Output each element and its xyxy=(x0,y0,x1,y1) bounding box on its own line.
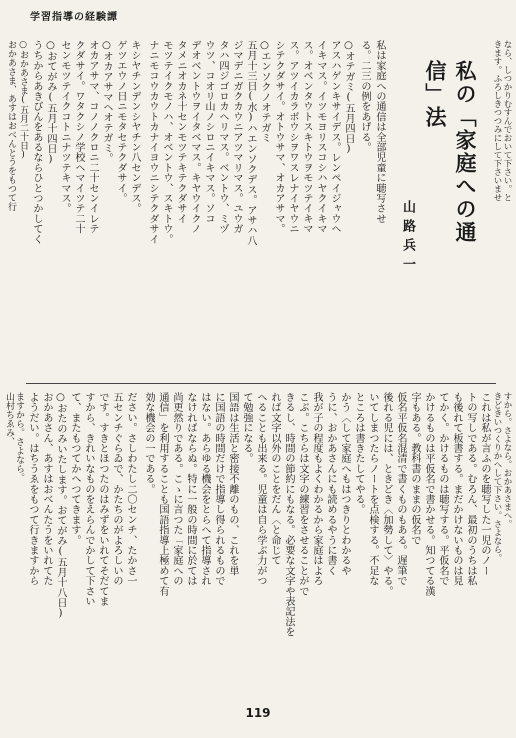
text-line: 効な機会の一である。 xyxy=(143,392,154,494)
text-line: ○おかあさま(五月二十日) xyxy=(18,40,28,160)
text-line: 後れる児には、ときどき〈加勢して〉やる。 xyxy=(381,392,392,596)
article-title-line-1: 私の「家庭への通 xyxy=(453,60,478,244)
text-line: トの写しである。むろん、最初のうちは私 xyxy=(465,392,476,586)
text-line: おかあさん、あすはおべんたうをいれてた xyxy=(41,392,52,586)
text-line: ○オカアサマヘオテガミ。 xyxy=(101,40,112,164)
text-line: クダサイ。ワタクシノ学校ヘマイツテ二十 xyxy=(73,40,84,234)
text-line: 仮名平仮名混清で書くものもある。遅筆で xyxy=(395,392,406,586)
text-line: すから。さよなら。おかあさまへ。 xyxy=(502,392,512,528)
text-line: かけるものは平仮名で書かせる。知つてる漢 xyxy=(423,392,434,596)
text-line: きどきいつくりかへして下さい。さよなら。 xyxy=(492,392,502,562)
text-line: こぶ。こちらは文字の練習をさせることがで xyxy=(297,392,308,596)
text-line: すから、きれいなものをえらんでかして下さい xyxy=(83,392,94,607)
text-line: てかく。かけるものは聴写する。平仮名で xyxy=(437,392,448,586)
text-line: 字もある。教科書のままの仮名で xyxy=(409,392,420,545)
text-line: タハ四ジゴロカヘリマス。ベントウ、ミヅ xyxy=(217,40,228,234)
text-line: はない。あらゆる機会をとらへて指導され xyxy=(199,392,210,586)
text-line: ○オテガミ(五月四日) xyxy=(343,40,354,155)
text-line: ○おたのみいたします。おてがみ(五月十八日) xyxy=(55,392,66,619)
text-line: なら、しつかりむすんでおいて下さい。と xyxy=(502,40,512,202)
text-line: うに、おかあさんにも読めるやうに書く xyxy=(325,392,336,576)
intro-line-2: る。二三の例をあげる。 xyxy=(359,40,370,153)
text-line: きます。ふろしきつつみにして下さいませ xyxy=(492,40,502,202)
text-line: て、またもつてかへつてきます。 xyxy=(69,392,80,545)
text-line: おかあさま、あすはおべんとうをもつて行 xyxy=(6,40,16,211)
text-line: オカアサマ、コノノクロニ二十センイレテ xyxy=(87,40,98,234)
text-line: なければならぬ。特に一般の時間に於ては xyxy=(185,392,196,586)
text-line: 国語は生活と密接不離のもの、これを単 xyxy=(227,392,238,576)
text-line: ナニモコウカウトカナイヨウニシテクダサイ xyxy=(147,40,158,244)
text-line: ス。オベンタウトスキトウヲモツテイキマ xyxy=(301,40,312,234)
text-line: ゲツエウノ日ニモタセテクダサイ。 xyxy=(115,40,126,204)
text-line: ウツ、コオリ山ノシロニイキマス。ソコ xyxy=(203,40,214,224)
text-line: ますから。さよなら。 xyxy=(14,392,24,482)
text-line: て勉強になる。 xyxy=(241,392,252,464)
text-line: 通信」を利用することも国語指導上極めて有 xyxy=(157,392,168,596)
text-line: ジマデニガクカウニアツマリマス。ユウガ xyxy=(231,40,242,234)
text-line: タメニオカネ十センモツテキテクダサイ xyxy=(175,40,186,224)
text-line: です。すきとほつたのはみずをいれてそだてま xyxy=(97,392,108,607)
article-author: 山路兵一 xyxy=(400,200,415,276)
text-line: に国語の時間だけで指導し得られるもので xyxy=(213,392,224,586)
text-line: れば文字以外のことをだん〈と命じて xyxy=(269,392,280,566)
text-line: ようだい。はちうゑをもつて行きますから xyxy=(27,392,38,586)
running-header: 学習指導の経験譚 xyxy=(30,12,118,23)
text-line: 尚更然りである。こゝに言つた「家庭への xyxy=(171,392,182,586)
text-line: ださい。さしわたし二〇センチ、たかさ一 xyxy=(125,392,136,586)
text-line: いてしまつたらノートを点検する。不足な xyxy=(367,392,378,586)
text-line: 五月十三日(水)ハエンソクデス。アサハ八 xyxy=(245,40,256,246)
text-line: 我が子の程度もよくわかるから家庭はよろ xyxy=(311,392,322,586)
text-line: センモツテイクコトニナツテキマス。 xyxy=(59,40,70,214)
text-line: ○おてがみ(五月十四日) xyxy=(45,40,56,165)
text-line: ○エンソクノオテガミ xyxy=(259,40,270,143)
intro-line-1: 私は家庭への通信は全部児童に聴写させ xyxy=(374,40,385,224)
text-line: キシヤチンデンシヤチン八センデス。 xyxy=(129,40,140,214)
text-line: ところは書きたしてやる。 xyxy=(353,392,364,515)
text-line: 山村ちゑみ、 xyxy=(4,392,14,446)
article-title-line-2: 信」法 xyxy=(423,60,448,129)
text-line: うちからあきびんをあるならひとつかしてく xyxy=(31,40,42,244)
text-line: モツテイクモノハ、オベントウ、スキトウ。 xyxy=(161,40,172,244)
text-line: 五センチぐらゐで、かたちのがよろしいの xyxy=(111,392,122,586)
text-line: イキマス。イツモヨリスコシハヤクイキマ xyxy=(315,40,326,234)
text-line: へることも出来る。児童は自ら学ぶ力がつ xyxy=(255,392,266,586)
text-line: ス。アツイカラボウシヲワスレナイヤウニ xyxy=(287,40,298,234)
text-line: も後れて板書する。まだかけないものは見 xyxy=(451,392,462,586)
text-line: シテクダサイ。オトウサマ、オカアサマ。 xyxy=(273,40,284,234)
text-line: アスハゲンキサイデス。レンペイジャウヘ xyxy=(329,40,340,234)
section-divider xyxy=(26,383,496,384)
text-line: かう〈して家庭へもはつきりとわかるや xyxy=(339,392,350,576)
page-number: 119 xyxy=(245,706,271,720)
text-line: デオベントウヲイタベマス。キヤウイクノ xyxy=(189,40,200,234)
text-line: きるし、時間の節約にもなる。必要な文字や表記法を xyxy=(283,392,294,637)
text-line: これは私が言ふのを聴写した一児のノー xyxy=(479,392,490,576)
